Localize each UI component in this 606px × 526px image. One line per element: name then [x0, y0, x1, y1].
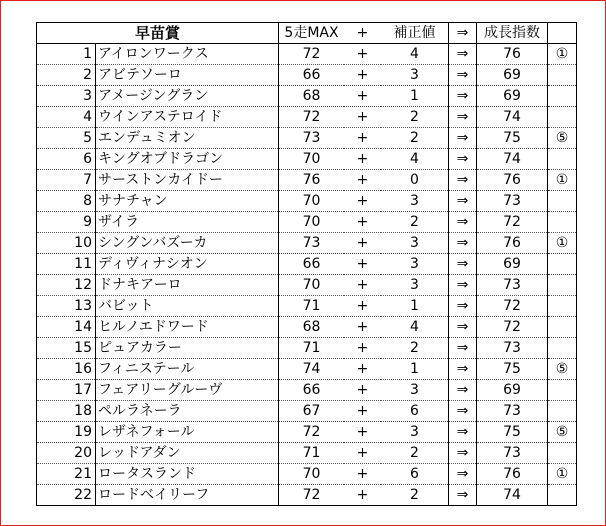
- table-row: [37, 128, 577, 149]
- rank-mark[interactable]: [548, 275, 577, 296]
- arrow-sign[interactable]: ⇒: [449, 485, 477, 506]
- max-value[interactable]: 70: [279, 191, 345, 212]
- rank-mark[interactable]: [548, 65, 577, 86]
- header-row: [37, 23, 577, 44]
- horse-number[interactable]: 10: [37, 233, 96, 254]
- plus-sign[interactable]: +: [344, 422, 381, 443]
- max-value[interactable]: 66: [279, 65, 345, 86]
- rank-mark[interactable]: ①: [548, 170, 577, 191]
- rank-mark[interactable]: [548, 338, 577, 359]
- growth-index[interactable]: 75: [477, 128, 548, 149]
- arrow-sign[interactable]: ⇒: [449, 107, 477, 128]
- table-row: [37, 191, 577, 212]
- horse-number[interactable]: 2: [37, 65, 96, 86]
- horse-number[interactable]: 1: [37, 44, 96, 65]
- horse-name[interactable]: アビテソーロ: [96, 65, 279, 86]
- correction-value[interactable]: 1: [381, 86, 449, 107]
- table-row: [37, 44, 577, 65]
- horse-number[interactable]: 9: [37, 212, 96, 233]
- horse-name[interactable]: サーストンカイドー: [96, 170, 279, 191]
- rank-mark[interactable]: [548, 485, 577, 506]
- header-max[interactable]: 5走MAX: [279, 23, 345, 44]
- growth-index-table: [36, 22, 577, 506]
- table-row: [37, 464, 577, 485]
- growth-index[interactable]: 73: [477, 191, 548, 212]
- correction-value[interactable]: 3: [381, 380, 449, 401]
- rank-mark[interactable]: [548, 86, 577, 107]
- horse-number[interactable]: 20: [37, 443, 96, 464]
- arrow-sign[interactable]: ⇒: [449, 443, 477, 464]
- growth-index[interactable]: 69: [477, 86, 548, 107]
- table-row: [37, 254, 577, 275]
- arrow-sign[interactable]: ⇒: [449, 254, 477, 275]
- correction-value[interactable]: 1: [381, 359, 449, 380]
- arrow-sign[interactable]: ⇒: [449, 317, 477, 338]
- header-correction[interactable]: 補正値: [381, 23, 449, 44]
- table-row: [37, 401, 577, 422]
- growth-index[interactable]: 76: [477, 44, 548, 65]
- growth-index[interactable]: 73: [477, 401, 548, 422]
- correction-value[interactable]: 3: [381, 254, 449, 275]
- table-row: [37, 317, 577, 338]
- rank-mark[interactable]: [548, 317, 577, 338]
- plus-sign[interactable]: +: [344, 65, 381, 86]
- max-value[interactable]: 73: [279, 128, 345, 149]
- growth-index[interactable]: 76: [477, 170, 548, 191]
- max-value[interactable]: 74: [279, 359, 345, 380]
- horse-number[interactable]: 3: [37, 86, 96, 107]
- rank-mark[interactable]: ⑤: [548, 128, 577, 149]
- horse-name[interactable]: キングオブドラゴン: [96, 149, 279, 170]
- correction-value[interactable]: 2: [381, 212, 449, 233]
- correction-value[interactable]: 3: [381, 191, 449, 212]
- horse-name[interactable]: ウインアステロイド: [96, 107, 279, 128]
- horse-number[interactable]: 17: [37, 380, 96, 401]
- plus-sign[interactable]: +: [344, 359, 381, 380]
- plus-sign[interactable]: +: [344, 401, 381, 422]
- arrow-sign[interactable]: ⇒: [449, 128, 477, 149]
- max-value[interactable]: 72: [279, 44, 345, 65]
- plus-sign[interactable]: +: [344, 254, 381, 275]
- arrow-sign[interactable]: ⇒: [449, 65, 477, 86]
- plus-sign[interactable]: +: [344, 107, 381, 128]
- plus-sign[interactable]: +: [344, 338, 381, 359]
- arrow-sign[interactable]: ⇒: [449, 464, 477, 485]
- horse-number[interactable]: 19: [37, 422, 96, 443]
- horse-name[interactable]: ロータスランド: [96, 464, 279, 485]
- plus-sign[interactable]: +: [344, 233, 381, 254]
- horse-name[interactable]: ザイラ: [96, 212, 279, 233]
- horse-number[interactable]: 11: [37, 254, 96, 275]
- max-value[interactable]: 66: [279, 380, 345, 401]
- growth-index[interactable]: 74: [477, 107, 548, 128]
- max-value[interactable]: 71: [279, 338, 345, 359]
- arrow-sign[interactable]: ⇒: [449, 191, 477, 212]
- max-value[interactable]: 70: [279, 149, 345, 170]
- growth-index[interactable]: 73: [477, 443, 548, 464]
- plus-sign[interactable]: +: [344, 380, 381, 401]
- max-value[interactable]: 72: [279, 422, 345, 443]
- plus-sign[interactable]: +: [344, 485, 381, 506]
- table-row: [37, 296, 577, 317]
- race-title[interactable]: 早苗賞: [37, 23, 279, 44]
- table-row: [37, 338, 577, 359]
- horse-name[interactable]: サナチャン: [96, 191, 279, 212]
- rank-mark[interactable]: ⑤: [548, 422, 577, 443]
- horse-name[interactable]: アメージングラン: [96, 86, 279, 107]
- horse-number[interactable]: 15: [37, 338, 96, 359]
- arrow-sign[interactable]: ⇒: [449, 44, 477, 65]
- arrow-sign[interactable]: ⇒: [449, 380, 477, 401]
- table-row: [37, 65, 577, 86]
- growth-index[interactable]: 69: [477, 65, 548, 86]
- table-row: [37, 485, 577, 506]
- correction-value[interactable]: 4: [381, 317, 449, 338]
- horse-number[interactable]: 4: [37, 107, 96, 128]
- correction-value[interactable]: 2: [381, 338, 449, 359]
- correction-value[interactable]: 2: [381, 485, 449, 506]
- growth-index[interactable]: 72: [477, 296, 548, 317]
- rank-mark[interactable]: ①: [548, 233, 577, 254]
- max-value[interactable]: 70: [279, 275, 345, 296]
- arrow-sign[interactable]: ⇒: [449, 86, 477, 107]
- growth-index[interactable]: 74: [477, 485, 548, 506]
- table-row: [37, 86, 577, 107]
- arrow-sign[interactable]: ⇒: [449, 338, 477, 359]
- horse-name[interactable]: ヒルノエドワード: [96, 317, 279, 338]
- header-plus[interactable]: +: [344, 23, 381, 44]
- horse-name[interactable]: ディヴィナシオン: [96, 254, 279, 275]
- correction-value[interactable]: 6: [381, 464, 449, 485]
- max-value[interactable]: 70: [279, 464, 345, 485]
- horse-name[interactable]: ピュアカラー: [96, 338, 279, 359]
- max-value[interactable]: 71: [279, 296, 345, 317]
- arrow-sign[interactable]: ⇒: [449, 170, 477, 191]
- plus-sign[interactable]: +: [344, 317, 381, 338]
- horse-number[interactable]: 5: [37, 128, 96, 149]
- horse-name[interactable]: レッドアダン: [96, 443, 279, 464]
- plus-sign[interactable]: +: [344, 443, 381, 464]
- horse-name[interactable]: エンデュミオン: [96, 128, 279, 149]
- arrow-sign[interactable]: ⇒: [449, 275, 477, 296]
- table-row: [37, 359, 577, 380]
- horse-name[interactable]: バビット: [96, 296, 279, 317]
- growth-index[interactable]: 72: [477, 212, 548, 233]
- plus-sign[interactable]: +: [344, 296, 381, 317]
- horse-number[interactable]: 14: [37, 317, 96, 338]
- plus-sign[interactable]: +: [344, 191, 381, 212]
- arrow-sign[interactable]: ⇒: [449, 401, 477, 422]
- rank-mark[interactable]: [548, 191, 577, 212]
- growth-index[interactable]: 72: [477, 317, 548, 338]
- horse-name[interactable]: レザネフォール: [96, 422, 279, 443]
- max-value[interactable]: 66: [279, 254, 345, 275]
- table-row: [37, 233, 577, 254]
- horse-name[interactable]: シングンバズーカ: [96, 233, 279, 254]
- horse-number[interactable]: 8: [37, 191, 96, 212]
- header-mark[interactable]: [548, 23, 577, 44]
- correction-value[interactable]: 2: [381, 107, 449, 128]
- horse-number[interactable]: 16: [37, 359, 96, 380]
- horse-name[interactable]: ペルラネーラ: [96, 401, 279, 422]
- table-row: [37, 149, 577, 170]
- arrow-sign[interactable]: ⇒: [449, 359, 477, 380]
- growth-index[interactable]: 74: [477, 149, 548, 170]
- max-value[interactable]: 67: [279, 401, 345, 422]
- correction-value[interactable]: 2: [381, 128, 449, 149]
- correction-value[interactable]: 3: [381, 233, 449, 254]
- correction-value[interactable]: 3: [381, 422, 449, 443]
- horse-number[interactable]: 6: [37, 149, 96, 170]
- correction-value[interactable]: 3: [381, 275, 449, 296]
- table-body: [37, 23, 577, 506]
- rank-mark[interactable]: [548, 401, 577, 422]
- header-growth[interactable]: 成長指数: [477, 23, 548, 44]
- horse-number[interactable]: 22: [37, 485, 96, 506]
- correction-value[interactable]: 0: [381, 170, 449, 191]
- arrow-sign[interactable]: ⇒: [449, 149, 477, 170]
- rank-mark[interactable]: [548, 296, 577, 317]
- growth-index[interactable]: 73: [477, 338, 548, 359]
- plus-sign[interactable]: +: [344, 212, 381, 233]
- horse-number[interactable]: 13: [37, 296, 96, 317]
- plus-sign[interactable]: +: [344, 464, 381, 485]
- growth-index[interactable]: 75: [477, 422, 548, 443]
- growth-index[interactable]: 73: [477, 275, 548, 296]
- correction-value[interactable]: 6: [381, 401, 449, 422]
- growth-index[interactable]: 69: [477, 380, 548, 401]
- max-value[interactable]: 68: [279, 86, 345, 107]
- arrow-sign[interactable]: ⇒: [449, 212, 477, 233]
- horse-name[interactable]: ロードベイリーフ: [96, 485, 279, 506]
- rank-mark[interactable]: ⑤: [548, 359, 577, 380]
- table-row: [37, 107, 577, 128]
- horse-number[interactable]: 7: [37, 170, 96, 191]
- table-row: [37, 380, 577, 401]
- rank-mark[interactable]: [548, 149, 577, 170]
- rank-mark[interactable]: [548, 380, 577, 401]
- plus-sign[interactable]: +: [344, 86, 381, 107]
- header-arrow[interactable]: ⇒: [449, 23, 477, 44]
- table-row: [37, 170, 577, 191]
- arrow-sign[interactable]: ⇒: [449, 233, 477, 254]
- arrow-sign[interactable]: ⇒: [449, 422, 477, 443]
- correction-value[interactable]: 2: [381, 443, 449, 464]
- max-value[interactable]: 70: [279, 212, 345, 233]
- horse-name[interactable]: フィニステール: [96, 359, 279, 380]
- horse-name[interactable]: フェアリーグルーヴ: [96, 380, 279, 401]
- table-row: [37, 422, 577, 443]
- growth-index[interactable]: 75: [477, 359, 548, 380]
- plus-sign[interactable]: +: [344, 275, 381, 296]
- horse-number[interactable]: 21: [37, 464, 96, 485]
- rank-mark[interactable]: [548, 254, 577, 275]
- max-value[interactable]: 76: [279, 170, 345, 191]
- horse-number[interactable]: 18: [37, 401, 96, 422]
- max-value[interactable]: 73: [279, 233, 345, 254]
- table-row: [37, 212, 577, 233]
- max-value[interactable]: 72: [279, 485, 345, 506]
- correction-value[interactable]: 1: [381, 296, 449, 317]
- rank-mark[interactable]: ①: [548, 464, 577, 485]
- plus-sign[interactable]: +: [344, 44, 381, 65]
- plus-sign[interactable]: +: [344, 128, 381, 149]
- horse-name[interactable]: アイロンワークス: [96, 44, 279, 65]
- rank-mark[interactable]: [548, 443, 577, 464]
- table-row: [37, 443, 577, 464]
- growth-index[interactable]: 76: [477, 233, 548, 254]
- max-value[interactable]: 72: [279, 107, 345, 128]
- correction-value[interactable]: 4: [381, 149, 449, 170]
- plus-sign[interactable]: +: [344, 170, 381, 191]
- growth-index[interactable]: 76: [477, 464, 548, 485]
- rank-mark[interactable]: [548, 212, 577, 233]
- max-value[interactable]: 68: [279, 317, 345, 338]
- rank-mark[interactable]: [548, 107, 577, 128]
- rank-mark[interactable]: ①: [548, 44, 577, 65]
- growth-index[interactable]: 69: [477, 254, 548, 275]
- plus-sign[interactable]: +: [344, 149, 381, 170]
- max-value[interactable]: 71: [279, 443, 345, 464]
- correction-value[interactable]: 4: [381, 44, 449, 65]
- horse-number[interactable]: 12: [37, 275, 96, 296]
- horse-name[interactable]: ドナキアーロ: [96, 275, 279, 296]
- table-row: [37, 275, 577, 296]
- correction-value[interactable]: 3: [381, 65, 449, 86]
- arrow-sign[interactable]: ⇒: [449, 296, 477, 317]
